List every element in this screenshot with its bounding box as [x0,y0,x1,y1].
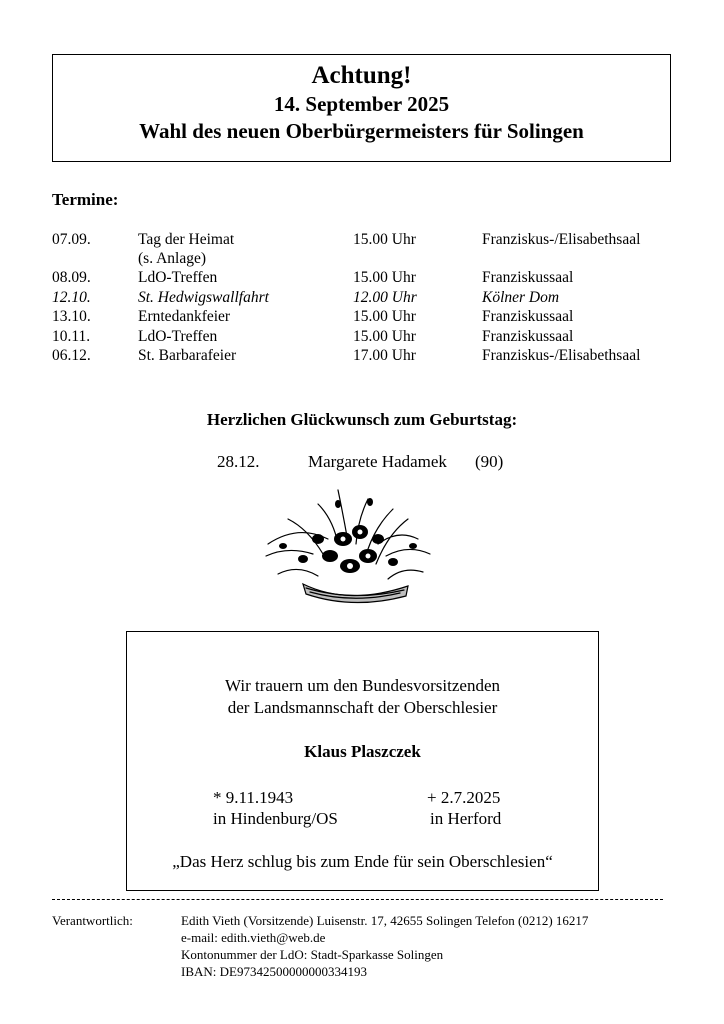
row-place: Franziskus-/Elisabethsaal [482,231,641,248]
row-date: 07.09. [52,231,91,248]
row-date: 06.12. [52,347,91,364]
memorial-died: + 2.7.2025 [427,788,501,807]
table-row [52,230,692,250]
memorial-line2: der Landsmannschaft der Oberschlesier [227,698,498,717]
memorial-line1: Wir trauern um den Bundesvorsitzenden [224,676,500,695]
table-row [52,268,692,288]
row-time: 12.00 Uhr [353,289,417,306]
row-date: 08.09. [52,269,91,286]
row-date: 13.10. [52,308,91,325]
footer-contact: Edith Vieth (Vorsitzende) Luisenstr. 17, 42655 Solingen Telefon (0212) 16217 [181,913,589,928]
footer-email: e-mail: edith.vieth@web.de [181,930,326,945]
row-event: St. Hedwigswallfahrt [138,289,269,306]
announcement-title: Achtung! [311,62,412,89]
memorial-name: Klaus Plaszczek [304,742,421,761]
row-place: Franziskussaal [482,328,574,345]
row-place: Kölner Dom [482,289,560,306]
table-row-note [52,249,692,269]
table-row [52,327,692,347]
row-place: Franziskus-/Elisabethsaal [482,347,641,364]
row-date: 12.10. [52,289,91,306]
footer-label: Verantwortlich: [52,913,133,928]
announcement-date: 14. September 2025 [273,92,450,116]
row-time: 15.00 Uhr [353,231,416,248]
footer-divider [52,899,663,900]
row-time: 15.00 Uhr [353,328,416,345]
termine-heading: Termine: [52,190,119,209]
row-event: LdO-Treffen [138,269,218,286]
memorial-box [126,631,599,891]
memorial-quote: „Das Herz schlug bis zum Ende für sein Oberschlesien“ [172,852,553,871]
row-event: LdO-Treffen [138,328,218,345]
birthday-date: 28.12. [217,452,260,471]
memorial-died-place: in Herford [430,809,502,828]
row-time: 17.00 Uhr [353,347,416,364]
row-time: 15.00 Uhr [353,269,416,286]
birthday-age: (90) [475,452,504,471]
row-date: 10.11. [52,328,91,345]
birthday-heading: Herzlichen Glückwunsch zum Geburtstag: [206,410,518,429]
birthday-name: Margarete Hadamek [308,452,447,471]
memorial-born: * 9.11.1943 [213,788,294,807]
table-row [52,288,692,308]
announcement-subject: Wahl des neuen Oberbürgermeisters für Solingen [139,119,584,143]
footer-iban: IBAN: DE97342500000000334193 [181,964,367,979]
row-event: Erntedankfeier [138,308,231,325]
row-event: St. Barbarafeier [138,347,237,364]
table-row [52,346,692,366]
flower-basket-illustration [258,484,438,606]
row-place: Franziskussaal [482,308,574,325]
announcement-box [52,54,671,162]
row-note: (s. Anlage) [138,250,207,267]
memorial-born-place: in Hindenburg/OS [213,809,338,828]
table-row [52,307,692,327]
row-place: Franziskussaal [482,269,574,286]
row-event: Tag der Heimat [138,231,235,248]
footer-bank: Kontonummer der LdO: Stadt-Sparkasse Solingen [181,947,444,962]
row-time: 15.00 Uhr [353,308,416,325]
